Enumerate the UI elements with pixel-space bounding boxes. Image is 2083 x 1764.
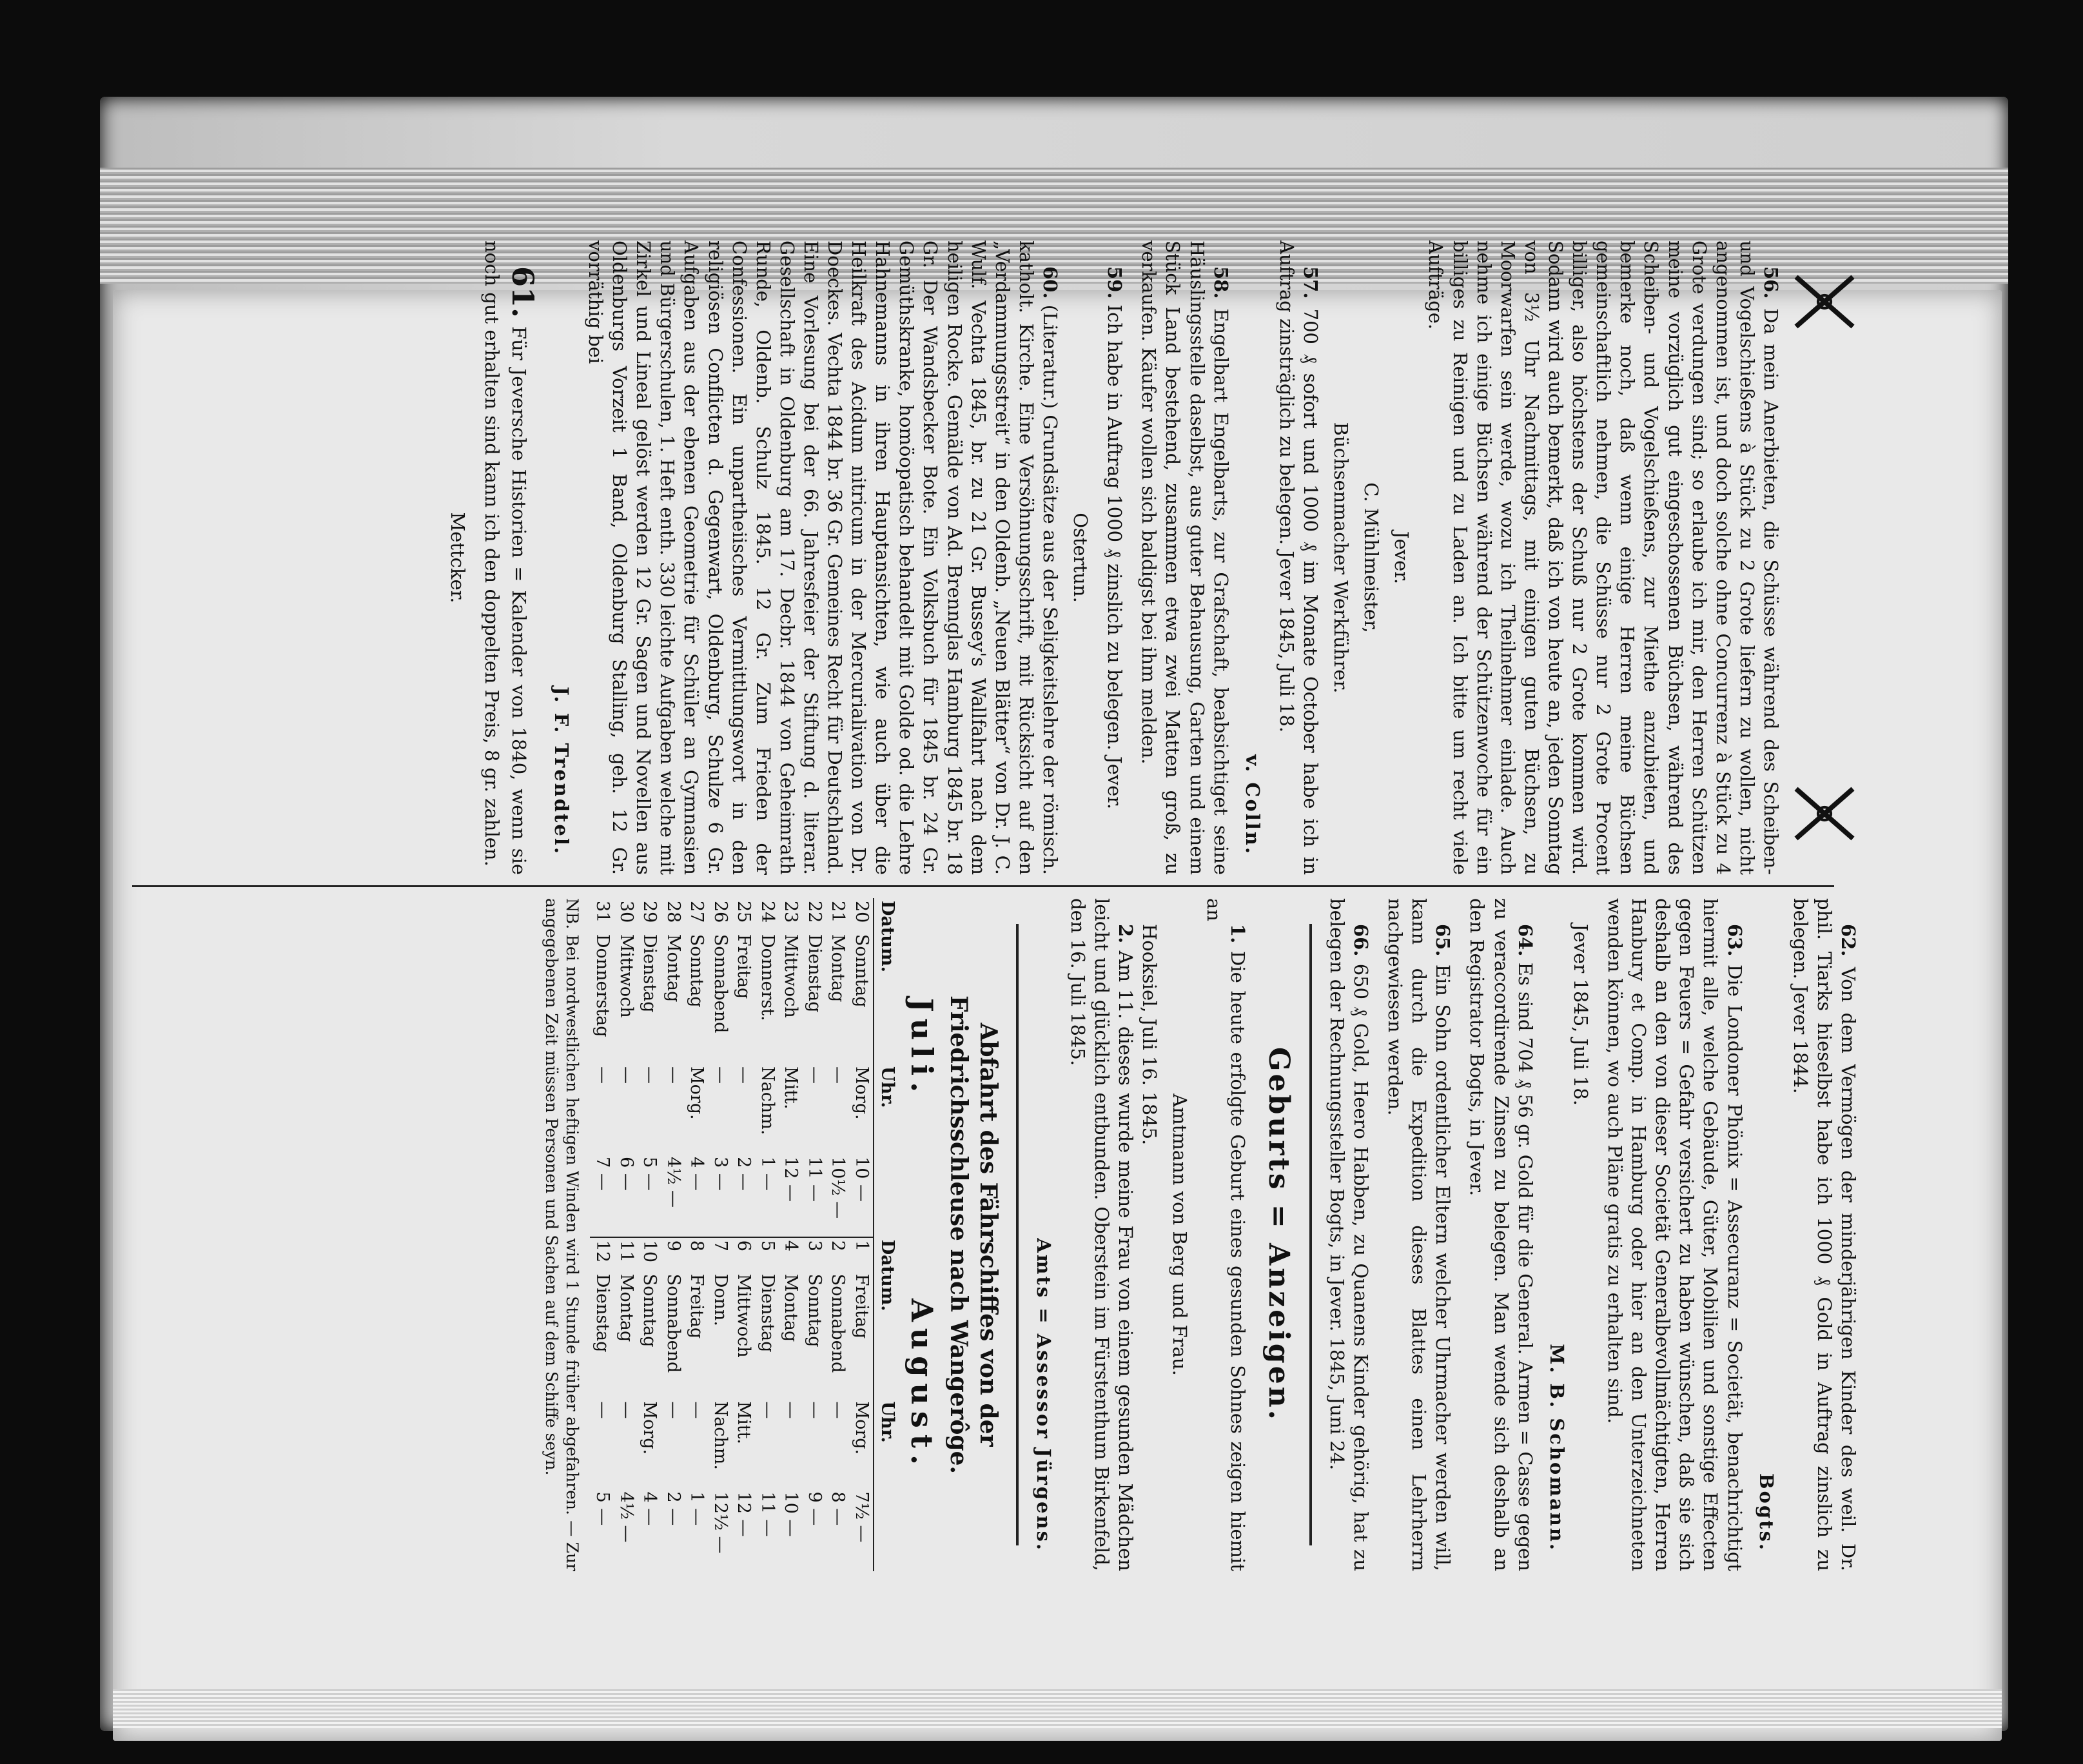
day-number: 10 [640, 1240, 660, 1263]
ad-59 [1102, 240, 1126, 875]
ad-number: 58. [1209, 266, 1232, 299]
ad-63 [1603, 898, 1746, 1571]
time: 5 — [592, 1491, 613, 1526]
ferry-title: Abfahrt des Fährschiffes von der Friedrichsschleuse nach Wangerôge. [944, 995, 1002, 1475]
time: 4½ — [661, 1154, 685, 1237]
weekday: Dienstag [640, 934, 660, 1013]
weekday: Donnerstag [592, 934, 613, 1037]
col-date: Datum. [874, 1237, 899, 1399]
day-number: 5 [757, 1240, 777, 1251]
weekday: Dienstag [757, 1273, 777, 1353]
ferry-months [903, 898, 941, 1571]
day-number: 30 [616, 901, 636, 923]
ad-number: 56. [1760, 266, 1782, 299]
day-number: 4 [781, 1240, 801, 1251]
time: 12 — [779, 1154, 803, 1237]
time: 10 — [850, 1154, 874, 1237]
timetable-row [708, 898, 732, 1571]
weekday: Sonntag [687, 934, 707, 1008]
timetable-row [590, 898, 614, 1571]
time: 1 — [687, 1491, 707, 1526]
time-period: — [663, 1401, 683, 1419]
col-time: Uhr. [874, 1064, 899, 1237]
ad-signature: J. F. Trendtel. [550, 686, 572, 856]
ad-64 [1465, 898, 1536, 1571]
ad-number: 66. [1350, 924, 1373, 957]
time-period: — [828, 1401, 848, 1419]
rotated-text-frame [106, 235, 1860, 1576]
ad-56 [1423, 240, 1783, 875]
birth-number: 2. [1115, 924, 1137, 944]
weekday: Freitag [852, 1273, 872, 1339]
timetable-row [826, 898, 850, 1571]
time-period: Nachm. [757, 1066, 777, 1135]
birth-number: 1. [1227, 924, 1249, 944]
ad-number: 60. [1039, 266, 1062, 299]
time-period: — [592, 1066, 613, 1084]
column-divider [132, 885, 1834, 887]
day-number: 26 [710, 901, 730, 923]
weekday: Donnerst. [757, 934, 777, 1021]
time-period: — [757, 1401, 777, 1419]
crossed-rifles-row [1789, 266, 1860, 849]
time-period: — [687, 1401, 707, 1419]
column-left [106, 235, 1860, 880]
weekday: Dienstag [804, 934, 825, 1013]
time-period: Morg. [852, 1401, 872, 1455]
ad-signature: Bogts. [1755, 1473, 1777, 1552]
ferry-timetable [590, 898, 899, 1571]
ad-text: Engelbart Engelbarts, zur Grafschaft, beabsichtiget seine Häuslingsstelle daselbst, aus guter Behausung, Garten und einem Stück Land bestehend, zusammen etwa zwei Matten groß, zu verkaufen. Käufer wollen sich baldigst bei ihm melden. [1138, 240, 1232, 875]
ad-number: 62. [1837, 924, 1859, 957]
timetable-header [874, 898, 899, 1571]
ad-text: Ein Sohn ordentlicher Eltern welcher Uhrmacher werden will, kann durch die Expedition dieses Blattes einen Lehrherrn nachgewiesen werden. [1384, 898, 1454, 1572]
weekday: Sonnabend [710, 934, 730, 1034]
ad-text: Für Jeversche Historien = Kalender von 1840, wenn sie noch gut erhalten sind kann ich den doppelten Preis, 8 gr. zahlen. [480, 240, 530, 876]
day-number: 3 [804, 1240, 825, 1251]
ad-61 [480, 240, 542, 875]
page-bottom-edge [113, 1689, 2002, 1728]
ad-place: Jever. [1104, 756, 1126, 810]
time-period: — [804, 1401, 825, 1419]
time-period: — [781, 1401, 801, 1419]
time-period: — [663, 1066, 683, 1084]
ad-62 [1788, 898, 1860, 1571]
ad-place: Jever 1845, Juli 18. [1275, 551, 1298, 733]
day-number: 21 [828, 901, 848, 923]
column-right [106, 893, 1860, 1576]
time: 10 — [781, 1491, 801, 1537]
weekday: Sonnabend [828, 1273, 848, 1373]
ad-place: Jever 1845, Juli 18. [1569, 924, 1592, 1106]
day-number: 22 [804, 901, 825, 923]
crossed-rifles-icon [1789, 778, 1860, 849]
ad-58 [1137, 240, 1232, 875]
ad-text: Ich habe in Auftrag 1000 ₰ zinslich zu belegen. [1104, 304, 1126, 750]
time: 4 — [685, 1154, 709, 1237]
day-number: 11 [616, 1240, 636, 1263]
ad-text: Da mein Anerbieten, die Schüsse während des Scheiben- und Vogelschießens à Stück zu 2 Grote liefern zu wollen, nicht angenommen ist, und doch solche ohne Concurrenz à Stück zu 4 Grote verdungen sind; so erlaube ich mir, den Herren Schützen meine vorzüglich gut eingeschossenen Büchsen, während des Scheiben- und Vogelschießens, zur Miethe anzubieten, und bemerke noch, daß wenn einige Herren meine Büchsen gemeinschaftlich nehmen, die Schüsse nur 2 Grote Procent billiger, also höchstens der Schuß nur 2 Grote kommen wird. Sodann wird auch bemerkt, daß ich von heute an, jeden Sonntag von 3½ Uhr Nachmittags, mit einigen guten Büchsen, zu Moorwarfen sein werde, wozu ich Theilnehmer einlade. Auch nehme ich einige Büchsen während der Schützenwoche für ein billiges zu Reinigen und zu Laden an. Ich bitte um recht viele Aufträge. [1425, 240, 1782, 875]
time: 11 — [757, 1491, 777, 1537]
ferry-note: NB. Bei nordwestlichen heftigen Winden wird 1 Stunde früher abgefahren. — Zur angegebenen Zeit müssen Personen und Sachen auf dem Schiffe seyn. [542, 898, 582, 1571]
time-period: — [616, 1066, 636, 1084]
section-rule [1016, 924, 1019, 1545]
time-period: — [616, 1401, 636, 1419]
day-number: 12 [592, 1240, 613, 1263]
time-period: — [640, 1066, 660, 1084]
day-number: 1 [852, 1240, 872, 1251]
timetable-row [638, 898, 661, 1571]
day-number: 23 [781, 901, 801, 923]
ad-number: 63. [1723, 924, 1746, 957]
ad-place: Jever 1844. [1789, 985, 1812, 1094]
weekday: Montag [663, 934, 683, 1003]
ad-text: 650 ₰ Gold, Heero Habben, zu Quanens Kinder gehörig, hat zu belegen der Rechnungssteller Bogts, in Jever. [1325, 898, 1373, 1571]
timetable-row [614, 898, 638, 1571]
time-period: Morg. [852, 1066, 872, 1120]
ad-number: 59. [1104, 266, 1126, 299]
day-number: 25 [734, 901, 754, 923]
month-july: Juli. [905, 997, 940, 1099]
timetable-row [779, 898, 803, 1571]
ad-number: 57. [1300, 266, 1322, 299]
ad-66 [1325, 898, 1373, 1571]
timetable-row [685, 898, 709, 1571]
birth-place: Hooksiel, Juli 16. 1845. [1139, 924, 1161, 1146]
ad-signature: C. Mühlmeister, [1360, 482, 1383, 633]
time-period: — [828, 1066, 848, 1084]
time: 7½ — [852, 1491, 872, 1543]
ad-65 [1383, 898, 1454, 1571]
ad-signature: Mettcker. [446, 512, 469, 603]
time: 8 — [828, 1491, 848, 1526]
timetable-row [802, 898, 826, 1571]
time-period: — [710, 1066, 730, 1084]
ad-text: 700 ₰ sofort und 1000 ₰ im Monate October habe ich in Auftrag zinsträglich zu belegen. [1275, 240, 1322, 876]
day-number: 27 [687, 901, 707, 923]
day-number: 31 [592, 901, 613, 923]
ad-signature: M. B. Schomann. [1545, 1344, 1568, 1552]
section-rule [1309, 924, 1312, 1545]
weekday: Sonntag [640, 1273, 660, 1348]
ad-signature-title: Büchsenmacher Werkführer. [1330, 422, 1353, 694]
ad-60 [583, 240, 1062, 875]
weekday: Sonntag [852, 934, 872, 1008]
ad-number: 64. [1514, 924, 1536, 957]
weekday: Montag [616, 1273, 636, 1342]
day-number: 8 [687, 1240, 707, 1251]
ad-text: Von dem Vermögen der minderjährigen Kinder des weil. Dr. phil. Tiarks hieselbst habe ich 1000 ₰ Gold in Auftrag zinslich zu belegen. [1789, 898, 1859, 1572]
time: 7 — [590, 1154, 614, 1237]
ad-signature: Ostertun. [1070, 513, 1092, 603]
time: 9 — [804, 1491, 825, 1526]
time: 6 — [614, 1154, 638, 1237]
day-number: 24 [757, 901, 777, 923]
col-time: Uhr. [874, 1399, 899, 1572]
day-number: 28 [663, 901, 683, 923]
weekday: Montag [781, 1273, 801, 1342]
birth-text: Am 11. dieses wurde meine Frau von einem gesunden Mädchen leicht und glücklich entbunden. [1090, 898, 1137, 1571]
time-period: — [592, 1401, 613, 1419]
birth-text: Die heute erfolgte Geburt eines gesunden Sohnes zeigen hiemit an [1203, 898, 1249, 1572]
time-period: Morg. [640, 1401, 660, 1455]
ad-57 [1275, 240, 1322, 875]
weekday: Mittwoch [616, 934, 636, 1018]
weekday: Mittwoch [734, 1273, 754, 1358]
ad-place: Jever. [1391, 531, 1413, 585]
time-period: Mitt. [734, 1401, 754, 1445]
time-period: Mitt. [781, 1066, 801, 1110]
timetable-row [850, 898, 874, 1571]
time: 5 — [638, 1154, 661, 1237]
time-period: — [804, 1066, 825, 1084]
time: 1 — [755, 1154, 779, 1237]
day-number: 9 [663, 1240, 683, 1251]
weekday: Freitag [687, 1273, 707, 1339]
weekday: Mittwoch [781, 934, 801, 1018]
crossed-rifles-icon [1789, 266, 1860, 337]
ad-text: Die Londoner Phönix = Assecuranz = Societät, benachrichtigt hiermit alle, welche Gebäude, Güter, Mobilien und sonstige Effecten gegen Feuers = Gefahr versichert zu haben wünschen, daß sie sich deshalb an den von dieser Societät Generalbevollmächtigten, Herren Hanbury et Comp. in Hamburg oder hier an den Unterzeichneten wenden können, wo auch Pläne gratis zu erhalten sind. [1604, 898, 1746, 1571]
month-august: August. [905, 1298, 940, 1472]
time: 3 — [708, 1154, 732, 1237]
time-period: — [734, 1066, 754, 1084]
weekday: Montag [828, 934, 848, 1003]
day-number: 20 [852, 901, 872, 923]
timetable-body [590, 898, 874, 1571]
weekday: Sonntag [804, 1273, 825, 1348]
time: 11 — [802, 1154, 826, 1237]
birth-signature: Amtmann von Berg und Frau. [1169, 1093, 1191, 1376]
timetable-row [661, 898, 685, 1571]
birth-place: Oberstein im Fürstenthum Birkenfeld, den 16. Juli 1845. [1066, 898, 1113, 1571]
time: 4 — [640, 1491, 660, 1526]
weekday: Donn. [710, 1273, 730, 1327]
time: 12½ — [710, 1491, 730, 1554]
time: 10½ — [826, 1154, 850, 1237]
day-number: 6 [734, 1240, 754, 1251]
time-period: Nachm. [710, 1401, 730, 1470]
births-heading: Geburts = Anzeigen. [1262, 1047, 1295, 1422]
time: 12 — [734, 1491, 754, 1537]
day-number: 7 [710, 1240, 730, 1251]
timetable-row [755, 898, 779, 1571]
weekday: Dienstag [592, 1273, 613, 1353]
weekday: Freitag [734, 934, 754, 999]
birth-2 [1066, 898, 1137, 1571]
time: 2 — [732, 1154, 756, 1237]
day-number: 29 [640, 901, 660, 923]
birth-1 [1202, 898, 1249, 1571]
ad-place: 1845, Juni 24. [1325, 1337, 1348, 1471]
ad-number: 65. [1432, 924, 1454, 957]
ad-text: Es sind 704 ₰ 56 gr. Gold für die General. Armen = Casse gegen zu veraccordirende Zinsen zu belegen. Man wende sich deshalb an den Registrator Bogts, in Jever. [1466, 898, 1536, 1572]
time: 2 — [663, 1491, 683, 1526]
time: 4½ — [616, 1491, 636, 1543]
birth-signature: Amts = Assessor Jürgens. [1032, 1238, 1055, 1552]
ad-number: 61. [505, 266, 540, 318]
day-number: 2 [828, 1240, 848, 1251]
ad-text: (Literatur.) Grundsätze aus der Seligkeitslehre der römisch. katholt. Kirche. Eine Versöhnungsschrift, mit Rücksicht auf den „Verdammungsstreit“ in den Oldenb. „Neuen Blätter“ von Dr. J. C. Wulf. Vechta 1845, br. zu 21 Gr. Bussey's Wallfahrt nach dem heiligen Rocke. Gemälde von Ad. Brennglas Hamburg 1845 br. 18 Gr. Der Wandsbecker Bote. Ein Volksbuch für 1845 br. 24 Gr. Gemüthskranke, homöopatisch behandelt mit Golde od. die Lehre Hahnemanns in ihren Hauptansichten, wie auch über die Heilkraft des Acidum nitricum in der Mercurialivation von Dr. Doeckes. Vechta 1844 br. 36 Gr. Gemeines Recht für Deutschland. Eine Vorlesung bei der 66. Jahresfeier der Stiftung d. literar. Gesellschaft in Oldenburg am 17. Decbr. 1844 von Geheimrath Runde, Oldenb. Schulz 1845. 12 Gr. Zum Frieden der Confessionen. Ein unpartheiisches Vermittlungswort in den religiösen Conflicten d. Gegenwart, Oldenburg, Schulze 6 Gr. Aufgaben aus der ebenen Geometrie für Schüler an Gymnasien und Bürgerschulen, 1. Heft enth. 330 leichte Aufgaben welche mit Zirkel und Lineal gelöst werden 12 Gr. Sagen und Novellen aus Oldenburgs Vorzeit 1 Band, Oldenburg Stalling, geh. 12 Gr. vorräthig bei [584, 240, 1062, 876]
weekday: Sonnabend [663, 1273, 683, 1373]
col-date: Datum. [874, 898, 899, 1064]
time-period: Morg. [687, 1066, 707, 1120]
timetable-row [732, 898, 756, 1571]
ad-signature: v. Colln. [1241, 754, 1264, 856]
